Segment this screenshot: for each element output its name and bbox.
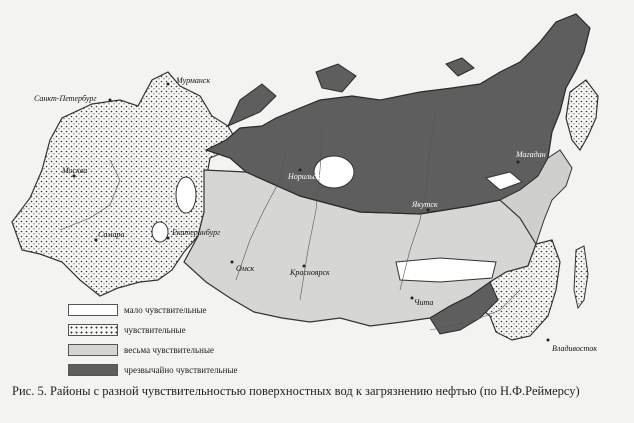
city-label-omsk: Омск: [236, 264, 255, 273]
legend-row-very-sensitive: [68, 340, 237, 360]
city-marker-magadan: [517, 161, 520, 164]
region-kamchatka: [566, 80, 598, 150]
legend-swatch-sensitive: [68, 324, 118, 336]
region-south-low: [152, 222, 168, 242]
city-marker-spb: [109, 99, 112, 102]
city-label-magadan: Магадан: [516, 150, 546, 159]
city-label-vladivostok: Владивосток: [552, 344, 597, 353]
city-label-samara: Самара: [98, 230, 125, 239]
city-marker-ekaterinburg: [167, 237, 170, 240]
map-legend: [68, 300, 237, 380]
city-marker-murmansk: [167, 83, 170, 86]
city-marker-vladivostok: [547, 339, 550, 342]
island-severnaya-zemlya: [316, 64, 356, 92]
legend-label-very-sensitive: весьма чувствительные: [124, 345, 214, 355]
city-label-spb: Санкт-Петербург: [34, 94, 97, 103]
island-novaya-zemlya: [228, 84, 276, 126]
city-label-chita: Чита: [414, 298, 434, 307]
legend-row-extreme: [68, 360, 237, 380]
region-sakhalin: [574, 246, 588, 308]
legend-label-sensitive: чувствительные: [124, 325, 186, 335]
legend-row-low: [68, 300, 237, 320]
city-marker-omsk: [231, 261, 234, 264]
city-label-yakutsk: Якутск: [412, 200, 438, 209]
legend-swatch-very-sensitive: [68, 344, 118, 356]
legend-swatch-extreme: [68, 364, 118, 376]
island-new-siberian: [446, 58, 474, 76]
legend-label-extreme: чрезвычайно чувствительные: [124, 365, 238, 375]
legend-swatch-low: [68, 304, 118, 316]
figure-caption: Рис. 5. Районы с разной чувствительностью поверхностных вод к загрязнению нефтью (по Н.Ф.Реймерсу): [12, 384, 580, 398]
region-baikal-low: [396, 258, 496, 282]
city-label-krasnoyarsk: Красноярск: [290, 268, 330, 277]
legend-label-low: мало чувствительные: [124, 305, 207, 315]
city-label-ekaterinburg: Екатеринбург: [172, 228, 221, 237]
city-label-moscow: Москва: [62, 166, 88, 175]
city-label-murmansk: Мурманск: [176, 76, 211, 85]
city-label-norilsk: Норильск: [288, 172, 321, 181]
region-west-low: [176, 177, 196, 213]
legend-row-sensitive: [68, 320, 237, 340]
